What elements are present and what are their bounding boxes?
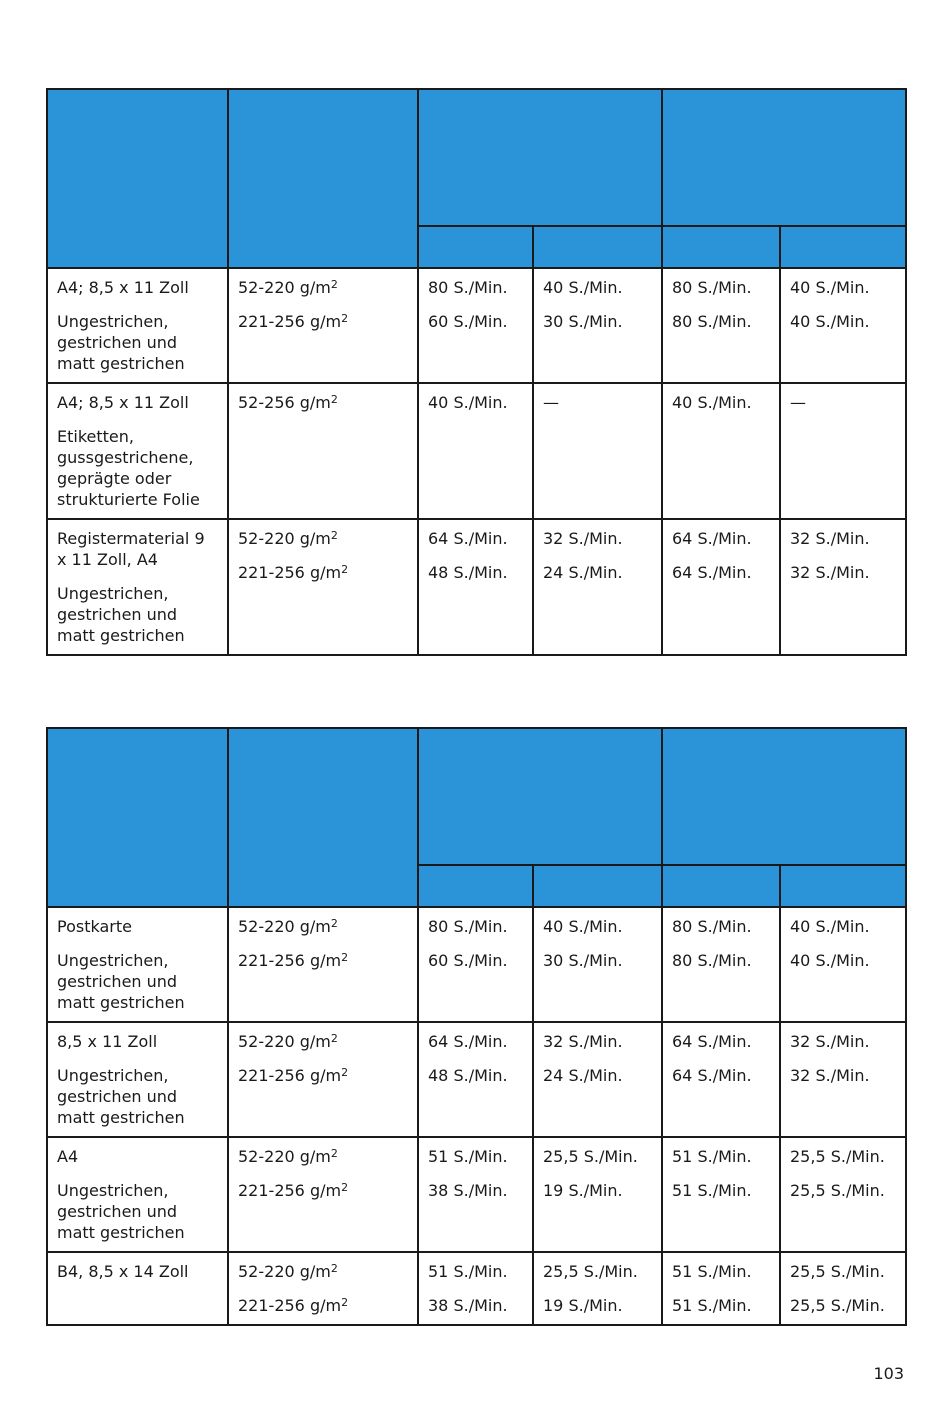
speed-cell — [780, 1022, 906, 1137]
speed-cell — [780, 519, 906, 655]
speed-value: 25,5 S./Min. — [790, 1296, 885, 1315]
speed-cell — [662, 1022, 780, 1137]
paper-description: Ungestrichen, gestrichen und matt gestrichen — [57, 1066, 185, 1127]
speed-value: 40 S./Min. — [790, 278, 870, 297]
paper-type: A4 — [57, 1147, 79, 1166]
speed-value: 19 S./Min. — [543, 1296, 623, 1315]
table-row — [47, 268, 906, 383]
speed-value: 51 S./Min. — [428, 1147, 508, 1166]
header-cell-weight — [228, 728, 418, 907]
table-row — [47, 1137, 906, 1252]
speed-value: 40 S./Min. — [790, 312, 870, 331]
speed-value: 40 S./Min. — [428, 393, 508, 412]
weight-text: 221-256 g/m — [238, 1066, 342, 1085]
speed-cell — [780, 1252, 906, 1325]
speed-cell — [662, 1137, 780, 1252]
weight-exponent: 2 — [330, 1032, 338, 1045]
speed-value: 51 S./Min. — [672, 1147, 752, 1166]
speed-value: 60 S./Min. — [428, 951, 508, 970]
speed-value: 64 S./Min. — [428, 529, 508, 548]
paper-description: Ungestrichen, gestrichen und matt gestrichen — [57, 1181, 185, 1242]
speed-value: 80 S./Min. — [672, 278, 752, 297]
weight-exponent: 2 — [341, 1181, 349, 1194]
weight-text: 52-220 g/m — [238, 1147, 331, 1166]
weight-value — [238, 1031, 408, 1052]
speed-cell — [662, 519, 780, 655]
speed-cell — [780, 383, 906, 519]
speed-value: 40 S./Min. — [790, 917, 870, 936]
weight-text: 221-256 g/m — [238, 951, 342, 970]
weight-value — [238, 528, 408, 549]
speed-value: 40 S./Min. — [790, 951, 870, 970]
header-subcell-4 — [780, 865, 906, 907]
weight-exponent: 2 — [341, 1066, 349, 1079]
weight-exponent: 2 — [330, 1147, 338, 1160]
table-body — [47, 907, 906, 1325]
weight-cell — [228, 1137, 418, 1252]
weight-exponent: 2 — [341, 563, 349, 576]
speed-cell — [533, 383, 662, 519]
header-subcell-2 — [533, 226, 662, 268]
speed-value: 32 S./Min. — [543, 529, 623, 548]
weight-cell — [228, 383, 418, 519]
speed-value: 64 S./Min. — [672, 1032, 752, 1051]
speed-value: 25,5 S./Min. — [790, 1181, 885, 1200]
speed-value: 24 S./Min. — [543, 1066, 623, 1085]
paper-cell — [47, 1252, 228, 1325]
weight-value — [238, 916, 408, 937]
header-cell-paper — [47, 728, 228, 907]
speed-value: 48 S./Min. — [428, 1066, 508, 1085]
paper-type: A4; 8,5 x 11 Zoll — [57, 278, 189, 297]
speed-value: 80 S./Min. — [672, 312, 752, 331]
weight-value — [238, 1065, 408, 1086]
table-body — [47, 268, 906, 655]
speed-cell — [418, 1252, 533, 1325]
speed-value: 80 S./Min. — [428, 917, 508, 936]
paper-cell — [47, 907, 228, 1022]
weight-value — [238, 1295, 408, 1316]
speed-cell — [780, 907, 906, 1022]
speed-value: 64 S./Min. — [672, 529, 752, 548]
header-subcell-1 — [418, 865, 533, 907]
weight-exponent: 2 — [330, 529, 338, 542]
speed-cell — [418, 519, 533, 655]
speed-table-2 — [46, 727, 907, 1326]
speed-value: 38 S./Min. — [428, 1296, 508, 1315]
page-number: 103 — [873, 1364, 904, 1383]
weight-value — [238, 392, 408, 413]
speed-value: 24 S./Min. — [543, 563, 623, 582]
weight-text: 52-256 g/m — [238, 393, 331, 412]
speed-value: 40 S./Min. — [672, 393, 752, 412]
table-row — [47, 519, 906, 655]
weight-value — [238, 950, 408, 971]
speed-value: 40 S./Min. — [543, 278, 623, 297]
speed-value: 64 S./Min. — [428, 1032, 508, 1051]
speed-value: 80 S./Min. — [428, 278, 508, 297]
speed-value: 32 S./Min. — [543, 1032, 623, 1051]
speed-value: — — [543, 393, 559, 412]
paper-type: Postkarte — [57, 917, 132, 936]
speed-cell — [418, 907, 533, 1022]
speed-value: 64 S./Min. — [672, 1066, 752, 1085]
weight-exponent: 2 — [330, 1262, 338, 1275]
speed-value: 64 S./Min. — [672, 563, 752, 582]
header-cell-group-2 — [662, 728, 906, 865]
paper-type: Registermaterial 9 x 11 Zoll, A4 — [57, 529, 205, 569]
weight-value — [238, 1261, 408, 1282]
weight-text: 221-256 g/m — [238, 1296, 342, 1315]
paper-type: 8,5 x 11 Zoll — [57, 1032, 158, 1051]
weight-value — [238, 311, 408, 332]
speed-value: 25,5 S./Min. — [790, 1147, 885, 1166]
weight-value — [238, 1180, 408, 1201]
speed-value: 30 S./Min. — [543, 951, 623, 970]
speed-cell — [533, 1022, 662, 1137]
paper-description: Etiketten, gussgestrichene, geprägte oder strukturierte Folie — [57, 427, 200, 509]
speed-cell — [780, 268, 906, 383]
weight-exponent: 2 — [341, 312, 349, 325]
speed-cell — [533, 519, 662, 655]
speed-cell — [662, 383, 780, 519]
paper-description: Ungestrichen, gestrichen und matt gestrichen — [57, 951, 185, 1012]
header-subcell-3 — [662, 865, 780, 907]
weight-cell — [228, 519, 418, 655]
speed-value: 51 S./Min. — [672, 1181, 752, 1200]
paper-description: Ungestrichen, gestrichen und matt gestrichen — [57, 584, 185, 645]
header-cell-group-1 — [418, 728, 662, 865]
speed-cell — [533, 1252, 662, 1325]
weight-text: 52-220 g/m — [238, 278, 331, 297]
speed-cell — [780, 1137, 906, 1252]
weight-cell — [228, 268, 418, 383]
speed-value: 80 S./Min. — [672, 917, 752, 936]
weight-value — [238, 1146, 408, 1167]
weight-value — [238, 277, 408, 298]
speed-table-1 — [46, 88, 907, 656]
weight-exponent: 2 — [341, 1296, 349, 1309]
weight-text: 221-256 g/m — [238, 312, 342, 331]
speed-value: 48 S./Min. — [428, 563, 508, 582]
weight-text: 221-256 g/m — [238, 1181, 342, 1200]
weight-cell — [228, 1252, 418, 1325]
weight-text: 52-220 g/m — [238, 917, 331, 936]
weight-text: 52-220 g/m — [238, 529, 331, 548]
speed-value: 51 S./Min. — [672, 1262, 752, 1281]
speed-cell — [418, 383, 533, 519]
paper-cell — [47, 268, 228, 383]
header-cell-group-1 — [418, 89, 662, 226]
speed-cell — [418, 1137, 533, 1252]
speed-cell — [533, 907, 662, 1022]
header-subcell-2 — [533, 865, 662, 907]
paper-cell — [47, 519, 228, 655]
table-row — [47, 1252, 906, 1325]
weight-exponent: 2 — [330, 917, 338, 930]
header-subcell-4 — [780, 226, 906, 268]
speed-value: 32 S./Min. — [790, 1032, 870, 1051]
header-cell-group-2 — [662, 89, 906, 226]
paper-cell — [47, 1137, 228, 1252]
paper-cell — [47, 383, 228, 519]
speed-cell — [662, 268, 780, 383]
speed-cell — [533, 1137, 662, 1252]
speed-cell — [662, 907, 780, 1022]
paper-type: B4, 8,5 x 14 Zoll — [57, 1262, 189, 1281]
header-cell-weight — [228, 89, 418, 268]
speed-cell — [662, 1252, 780, 1325]
speed-value: 32 S./Min. — [790, 1066, 870, 1085]
speed-value: 38 S./Min. — [428, 1181, 508, 1200]
weight-text: 52-220 g/m — [238, 1032, 331, 1051]
speed-value: 25,5 S./Min. — [543, 1147, 638, 1166]
speed-value: 60 S./Min. — [428, 312, 508, 331]
header-cell-paper — [47, 89, 228, 268]
speed-value: 51 S./Min. — [428, 1262, 508, 1281]
header-subcell-1 — [418, 226, 533, 268]
paper-cell — [47, 1022, 228, 1137]
weight-text: 221-256 g/m — [238, 563, 342, 582]
weight-cell — [228, 1022, 418, 1137]
table-row — [47, 907, 906, 1022]
table-row — [47, 383, 906, 519]
speed-value: 32 S./Min. — [790, 563, 870, 582]
speed-cell — [533, 268, 662, 383]
weight-cell — [228, 907, 418, 1022]
speed-value: 40 S./Min. — [543, 917, 623, 936]
speed-value: 30 S./Min. — [543, 312, 623, 331]
weight-exponent: 2 — [330, 393, 338, 406]
speed-value: 25,5 S./Min. — [790, 1262, 885, 1281]
speed-cell — [418, 268, 533, 383]
speed-value: 51 S./Min. — [672, 1296, 752, 1315]
paper-description: Ungestrichen, gestrichen und matt gestrichen — [57, 312, 185, 373]
weight-exponent: 2 — [330, 278, 338, 291]
speed-value: 25,5 S./Min. — [543, 1262, 638, 1281]
speed-value: 19 S./Min. — [543, 1181, 623, 1200]
speed-cell — [418, 1022, 533, 1137]
speed-value: 32 S./Min. — [790, 529, 870, 548]
weight-value — [238, 562, 408, 583]
weight-text: 52-220 g/m — [238, 1262, 331, 1281]
speed-value: 80 S./Min. — [672, 951, 752, 970]
weight-exponent: 2 — [341, 951, 349, 964]
paper-type: A4; 8,5 x 11 Zoll — [57, 393, 189, 412]
table-row — [47, 1022, 906, 1137]
speed-value: — — [790, 393, 806, 412]
header-subcell-3 — [662, 226, 780, 268]
